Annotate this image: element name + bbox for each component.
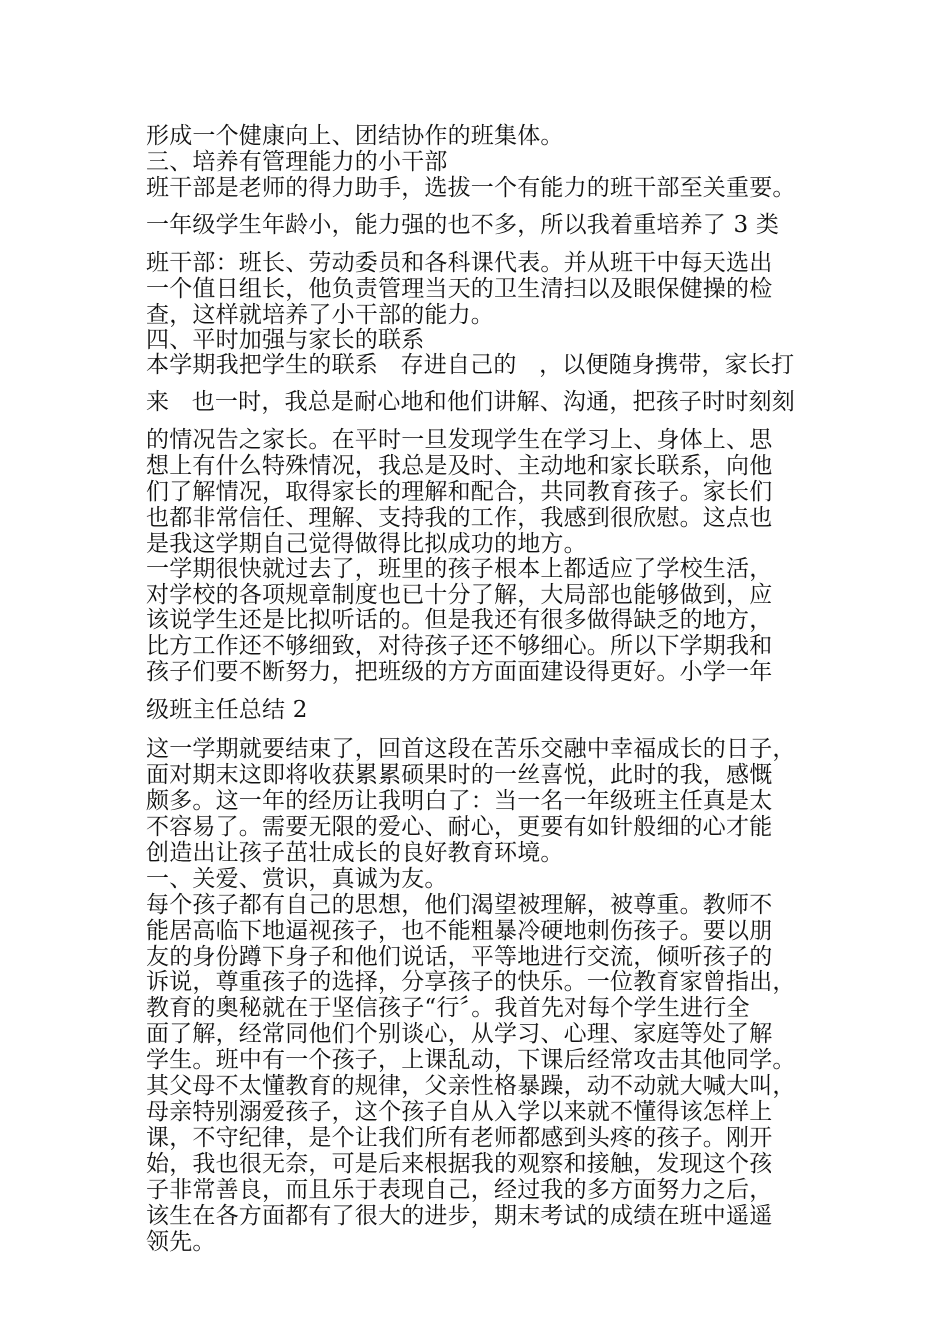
text-line: 课，不守纪律，是个让我们所有老师都感到头疼的孩子。刚开	[146, 1125, 773, 1151]
text-line: 比方工作还不够细致，对待孩子还不够细心。所以下学期我和	[146, 633, 773, 659]
text-line: 一年级学生年龄小，能力强的也不多，所以我着重培养了 3 类	[146, 212, 780, 238]
text-line: 想上有什么特殊情况，我总是及时、主动地和家长联系，向他	[146, 453, 773, 479]
text-line: 这一学期就要结束了，回首这段在苦乐交融中幸福成长的日子，	[146, 736, 796, 762]
text-line: 面了解，经常同他们个别谈心，从学习、心理、家庭等处了解	[146, 1021, 773, 1047]
text-line: 颇多。这一年的经历让我明白了：当一名一年级班主任真是太	[146, 788, 773, 814]
text-line: 们了解情况，取得家长的理解和配合，共同教育孩子。家长们	[146, 479, 773, 505]
section-heading: 一、关爱、赏识，真诚为友。	[146, 866, 448, 892]
text-line: 本学期我把学生的联系 存进自己的 ，以便随身携带，家长打	[146, 352, 795, 378]
text-line: 一学期很快就过去了，班里的孩子根本上都适应了学校生活，	[146, 556, 773, 582]
text-line: 不容易了。需要无限的爱心、耐心，更要有如针般细的心才能	[146, 814, 773, 840]
text-line: 班干部：班长、劳动委员和各科课代表。并从班干中每天选出	[146, 250, 773, 276]
text-line: 诉说，尊重孩子的选择，分享孩子的快乐。一位教育家曾指出，	[146, 969, 796, 995]
text-line: 面对期末这即将收获累累硕果时的一丝喜悦，此时的我，感慨	[146, 762, 773, 788]
text-line: 友的身份蹲下身子和他们说话，平等地进行交流，倾听孩子的	[146, 944, 773, 970]
text-line: 该生在各方面都有了很大的进步，期末考试的成绩在班中遥遥	[146, 1203, 773, 1229]
text-line: 学生。班中有一个孩子，上课乱动，下课后经常攻击其他同学。	[146, 1047, 796, 1073]
text-line: 其父母不太懂教育的规律，父亲性格暴躁，动不动就大喊大叫，	[146, 1073, 796, 1099]
section-heading: 四、平时加强与家长的联系	[146, 327, 425, 353]
text-line: 创造出让孩子茁壮成长的良好教育环境。	[146, 840, 564, 866]
text-line: 始，我也很无奈，可是后来根据我的观察和接触，发现这个孩	[146, 1151, 773, 1177]
text-line: 也都非常信任、理解、支持我的工作，我感到很欣慰。这点也	[146, 505, 773, 531]
text-line: 能居高临下地逼视孩子，也不能粗暴冷硬地刺伤孩子。要以朋	[146, 918, 773, 944]
text-line: 教育的奥秘就在于坚信孩子“行〞。我首先对每个学生进行全	[146, 995, 750, 1021]
text-line: 母亲特别溺爱孩子，这个孩子自从入学以来就不懂得该怎样上	[146, 1099, 773, 1125]
section-heading: 级班主任总结 2	[146, 697, 308, 723]
text-line: 孩子们要不断努力，把班级的方方面面建设得更好。小学一年	[146, 659, 773, 685]
text-line: 班干部是老师的得力助手，选拔一个有能力的班干部至关重要。	[146, 175, 796, 201]
text-line: 该说学生还是比拟听话的。但是我还有很多做得缺乏的地方，	[146, 607, 773, 633]
text-line: 领先。	[146, 1229, 216, 1255]
text-line: 子非常善良，而且乐于表现自己，经过我的多方面努力之后，	[146, 1177, 773, 1203]
text-line: 形成一个健康向上、团结协作的班集体。	[146, 123, 564, 149]
text-line: 每个孩子都有自己的思想，他们渴望被理解，被尊重。教师不	[146, 892, 773, 918]
text-line: 来 也一时，我总是耐心地和他们讲解、沟通，把孩子时时刻刻	[146, 389, 795, 415]
text-line: 查，这样就培养了小干部的能力。	[146, 302, 494, 328]
text-line: 对学校的各项规章制度也已十分了解，大局部也能够做到，应	[146, 582, 773, 608]
text-line: 的情况告之家长。在平时一旦发现学生在学习上、身体上、思	[146, 427, 773, 453]
section-heading: 三、培养有管理能力的小干部	[146, 149, 448, 175]
text-line: 一个值日组长，他负责管理当天的卫生清扫以及眼保健操的检	[146, 276, 773, 302]
text-line: 是我这学期自己觉得做得比拟成功的地方。	[146, 531, 587, 557]
